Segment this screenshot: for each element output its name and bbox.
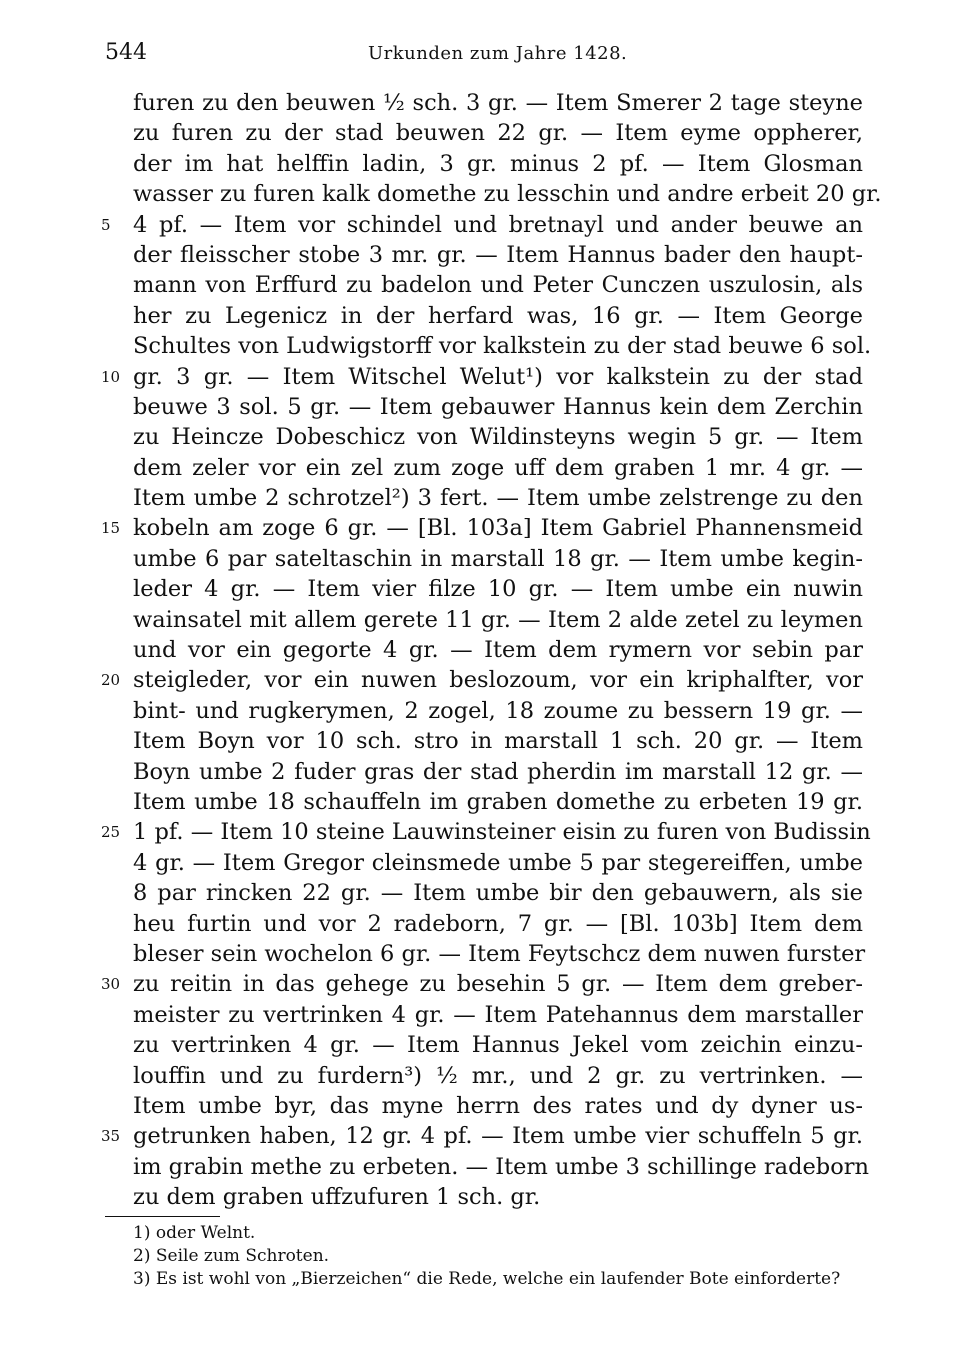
line-number: 15: [101, 519, 121, 538]
line-text: beuwe 3 sol. 5 gr. — Item gebauwer Hannus kein dem Zerchin: [133, 393, 863, 420]
line-number: 20: [101, 671, 121, 690]
line-text: der fleisscher stobe 3 mr. gr. — Item Hannus bader den haupt-: [133, 241, 863, 268]
page-number: 544: [105, 40, 147, 65]
line-text: umbe 6 par sateltaschin in marstall 18 gr. — Item umbe kegin-: [133, 545, 863, 572]
body-text: [101, 88, 882, 1212]
footnote-mark: 1): [133, 1223, 151, 1243]
text-line: [133, 118, 863, 148]
footnote-rule: [105, 1216, 220, 1217]
line-text: kobeln am zoge 6 gr. — [Bl. 103a] Item Gabriel Phannensmeid: [133, 515, 863, 542]
line-text: zu Heincze Dobeschicz von Wildinsteyns wegin 5 gr. — Item: [133, 424, 863, 451]
line-text: dem zeler vor ein zel zum zoge uff dem graben 1 mr. 4 gr. —: [133, 454, 863, 481]
text-line: [133, 696, 863, 726]
text-line: [101, 665, 863, 695]
footnote-text: Seile zum Schroten.: [155, 1246, 330, 1266]
text-line: [133, 939, 866, 969]
line-text: zu dem graben uffzufuren 1 sch. gr.: [133, 1184, 541, 1211]
line-text: bint- und rugkerymen, 2 zogel, 18 zoume zu bessern 19 gr. —: [133, 697, 863, 724]
line-text: im grabin methe zu erbeten. — Item umbe 3 schillinge radeborn: [133, 1153, 870, 1180]
text-line: [133, 726, 863, 756]
line-number: 25: [101, 823, 121, 842]
text-line: [133, 605, 863, 635]
line-text: heu furtin und vor 2 radeborn, 7 gr. — [Bl. 103b] Item dem: [133, 910, 863, 937]
text-line: [133, 878, 863, 908]
line-text: Item umbe 2 schrotzel²) 3 fert. — Item umbe zelstrenge zu den: [133, 485, 863, 512]
line-text: meister zu vertrinken 4 gr. — Item Patehannus dem marstaller: [133, 1001, 863, 1028]
line-text: Item umbe 18 schauffeln im graben domethe zu erbeten 19 gr.: [133, 788, 863, 815]
line-text: steigleder, vor ein nuwen beslozoum, vor ein kriphalfter, vor: [133, 667, 863, 694]
text-line: [101, 969, 863, 999]
text-line: [133, 1030, 863, 1060]
line-text: mann von Erffurd zu badelon und Peter Cunczen uszulosin, als: [133, 272, 863, 299]
text-line: [133, 574, 863, 604]
text-line: [133, 1061, 863, 1091]
line-number: 10: [101, 367, 121, 386]
running-head: Urkunden zum Jahre 1428.: [368, 43, 628, 64]
line-number: 30: [101, 975, 121, 994]
line-text: der im hat helffin ladin, 3 gr. minus 2 pf. — Item Glosman: [133, 150, 863, 177]
footnote-mark: 3): [133, 1269, 151, 1289]
text-line: [133, 1000, 863, 1030]
text-line: [133, 757, 863, 787]
line-text: Boyn umbe 2 fuder gras der stad pherdin im marstall 12 gr. —: [133, 758, 863, 785]
text-line: [133, 483, 863, 513]
line-number: 35: [101, 1127, 121, 1146]
footnote-mark: 2): [133, 1246, 151, 1266]
text-line: [133, 544, 863, 574]
line-text: 1 pf. — Item 10 steine Lauwinsteiner eisin zu furen von Budissin: [133, 819, 871, 846]
line-text: zu furen zu der stad beuwen 22 gr. — Item eyme oppherer,: [133, 120, 863, 147]
text-line: [133, 149, 863, 179]
line-text: und vor ein gegorte 4 gr. — Item dem rymern vor sebin par: [133, 637, 863, 664]
line-text: zu vertrinken 4 gr. — Item Hannus Jekel vom zeichin einzu-: [133, 1032, 863, 1059]
line-text: bleser sein wochelon 6 gr. — Item Feytschcz dem nuwen furster: [133, 940, 866, 967]
line-text: gr. 3 gr. — Item Witschel Welut¹) vor kalkstein zu der stad: [133, 363, 863, 390]
line-text: louffin und zu furdern³) ½ mr., und 2 gr. zu vertrinken. —: [133, 1062, 863, 1089]
text-line: [133, 88, 863, 118]
text-line: [133, 270, 863, 300]
footnotes: [133, 1222, 873, 1291]
text-line: [133, 787, 863, 817]
line-text: getrunken haben, 12 gr. 4 pf. — Item umbe vier schuffeln 5 gr.: [133, 1123, 863, 1150]
line-text: Item umbe byr, das myne herrn des rates und dy dyner us-: [133, 1092, 863, 1119]
line-text: 8 par rincken 22 gr. — Item umbe bir den gebauwern, als sie: [133, 880, 863, 907]
text-line: [133, 240, 863, 270]
text-line: [133, 331, 872, 361]
text-line: [133, 1152, 870, 1182]
text-line: [133, 392, 863, 422]
line-text: furen zu den beuwen ½ sch. 3 gr. — Item Smerer 2 tage steyne: [133, 90, 863, 116]
line-text: Schultes von Ludwigstorff vor kalkstein zu der stad beuwe 6 sol.: [133, 333, 872, 360]
text-line: [101, 210, 863, 240]
text-line: [133, 909, 863, 939]
line-text: wasser zu furen kalk domethe zu lesschin und andre erbeit 20 gr.: [133, 181, 882, 208]
text-line: [101, 362, 863, 392]
line-text: 4 gr. — Item Gregor cleinsmede umbe 5 par stegereiffen, umbe: [133, 849, 863, 876]
text-line: [101, 513, 863, 543]
footnote-text: Es ist wohl von „Bierzeichen“ die Rede, welche ein laufender Bote einforderte?: [155, 1269, 841, 1289]
text-line: [133, 453, 863, 483]
text-line: [133, 179, 882, 209]
footnote: [133, 1222, 873, 1245]
line-text: Item Boyn vor 10 sch. stro in marstall 1 sch. 20 gr. — Item: [133, 728, 863, 755]
line-number: 5: [101, 215, 111, 234]
text-line: [133, 422, 863, 452]
text-line: [133, 1091, 863, 1121]
line-text: wainsatel mit allem gerete 11 gr. — Item 2 alde zetel zu leymen: [133, 606, 863, 633]
text-line: [133, 848, 863, 878]
page-header: [105, 40, 865, 72]
text-line: [133, 635, 863, 665]
line-text: 4 pf. — Item vor schindel und bretnayl und ander beuwe an: [133, 211, 863, 238]
text-line: [133, 301, 863, 331]
footnote-text: oder Welnt.: [155, 1223, 256, 1243]
footnote: [133, 1245, 873, 1268]
line-text: zu reitin in das gehege zu besehin 5 gr. — Item dem greber-: [133, 971, 863, 998]
line-text: her zu Legenicz in der herfard was, 16 gr. — Item George: [133, 302, 863, 329]
text-line: [101, 1121, 863, 1151]
text-line: [133, 1182, 863, 1212]
footnote: [133, 1268, 873, 1291]
line-text: leder 4 gr. — Item vier filze 10 gr. — Item umbe ein nuwin: [133, 576, 863, 603]
text-line: [101, 817, 871, 847]
